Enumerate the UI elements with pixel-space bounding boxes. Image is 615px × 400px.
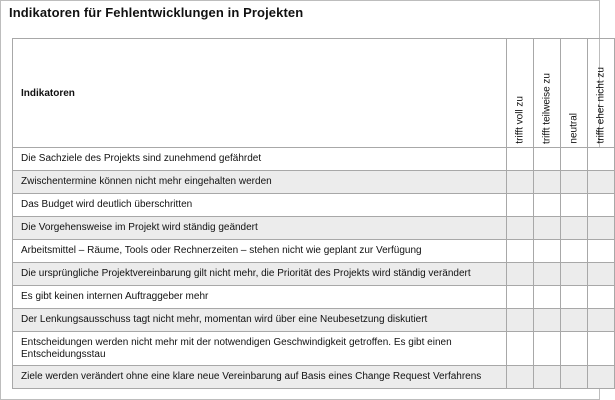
- rating-cell[interactable]: [534, 240, 561, 263]
- option-header-4: [588, 39, 615, 148]
- rating-cell[interactable]: [588, 366, 615, 389]
- rating-cell[interactable]: [534, 286, 561, 309]
- rating-cell[interactable]: [588, 194, 615, 217]
- rating-cell[interactable]: [534, 366, 561, 389]
- rating-cell[interactable]: [507, 240, 534, 263]
- rating-cell[interactable]: [588, 240, 615, 263]
- rating-cell[interactable]: [507, 366, 534, 389]
- indicator-table: [12, 38, 615, 389]
- rating-cell[interactable]: [534, 332, 561, 366]
- table-row: [13, 309, 615, 332]
- rating-cell[interactable]: [507, 171, 534, 194]
- indicator-text: Die ursprüngliche Projektvereinbarung gilt nicht mehr, die Priorität des Projekts wird ständig verändert: [13, 263, 507, 286]
- indicator-column-header: Indikatoren: [13, 39, 507, 148]
- option-label-2: trifft teilweise zu: [541, 73, 553, 144]
- rating-cell[interactable]: [561, 217, 588, 240]
- indicator-text: Entscheidungen werden nicht mehr mit der notwendigen Geschwindigkeit getroffen. Es gibt einen Entscheidungsstau: [13, 332, 507, 366]
- rating-cell[interactable]: [561, 286, 588, 309]
- rating-cell[interactable]: [588, 217, 615, 240]
- indicator-text: Der Lenkungsausschuss tagt nicht mehr, momentan wird über eine Neubesetzung diskutiert: [13, 309, 507, 332]
- rating-cell[interactable]: [507, 309, 534, 332]
- indicator-text: Arbeitsmittel – Räume, Tools oder Rechnerzeiten – stehen nicht wie geplant zur Verfügung: [13, 240, 507, 263]
- option-label-3: neutral: [568, 113, 580, 144]
- rating-cell[interactable]: [534, 263, 561, 286]
- option-label-1: trifft voll zu: [514, 96, 526, 144]
- table-row: [13, 240, 615, 263]
- option-header-3: [561, 39, 588, 148]
- rating-cell[interactable]: [561, 263, 588, 286]
- table-row: [13, 217, 615, 240]
- rating-cell[interactable]: [561, 240, 588, 263]
- rating-cell[interactable]: [588, 171, 615, 194]
- table-row: [13, 263, 615, 286]
- table-row: [13, 148, 615, 171]
- rating-cell[interactable]: [507, 332, 534, 366]
- table-row: [13, 366, 615, 389]
- rating-cell[interactable]: [561, 148, 588, 171]
- rating-cell[interactable]: [561, 171, 588, 194]
- indicator-text: Es gibt keinen internen Auftraggeber mehr: [13, 286, 507, 309]
- rating-cell[interactable]: [588, 263, 615, 286]
- table-row: [13, 194, 615, 217]
- rating-cell[interactable]: [561, 332, 588, 366]
- rating-cell[interactable]: [561, 194, 588, 217]
- table-row: [13, 286, 615, 309]
- rating-cell[interactable]: [507, 217, 534, 240]
- table-row: [13, 332, 615, 366]
- rating-cell[interactable]: [561, 309, 588, 332]
- rating-cell[interactable]: [507, 148, 534, 171]
- table-row: [13, 171, 615, 194]
- rating-cell[interactable]: [534, 148, 561, 171]
- indicator-text: Zwischentermine können nicht mehr eingehalten werden: [13, 171, 507, 194]
- rating-cell[interactable]: [588, 286, 615, 309]
- rating-cell[interactable]: [588, 309, 615, 332]
- rating-cell[interactable]: [534, 194, 561, 217]
- indicator-text: Die Vorgehensweise im Projekt wird ständig geändert: [13, 217, 507, 240]
- indicator-text: Ziele werden verändert ohne eine klare neue Vereinbarung auf Basis eines Change Request Verfahrens: [13, 366, 507, 389]
- rating-cell[interactable]: [534, 309, 561, 332]
- header-row: [13, 39, 615, 148]
- document-title: Indikatoren für Fehlentwicklungen in Projekten: [9, 5, 304, 20]
- rating-cell[interactable]: [507, 286, 534, 309]
- rating-cell[interactable]: [507, 194, 534, 217]
- indicator-text: Die Sachziele des Projekts sind zunehmend gefährdet: [13, 148, 507, 171]
- rating-cell[interactable]: [561, 366, 588, 389]
- rating-cell[interactable]: [534, 171, 561, 194]
- rating-cell[interactable]: [507, 263, 534, 286]
- rating-cell[interactable]: [588, 148, 615, 171]
- rating-cell[interactable]: [588, 332, 615, 366]
- option-label-4: trifft eher nicht zu: [595, 67, 607, 144]
- rating-cell[interactable]: [534, 217, 561, 240]
- indicator-text: Das Budget wird deutlich überschritten: [13, 194, 507, 217]
- option-header-2: [534, 39, 561, 148]
- option-header-1: [507, 39, 534, 148]
